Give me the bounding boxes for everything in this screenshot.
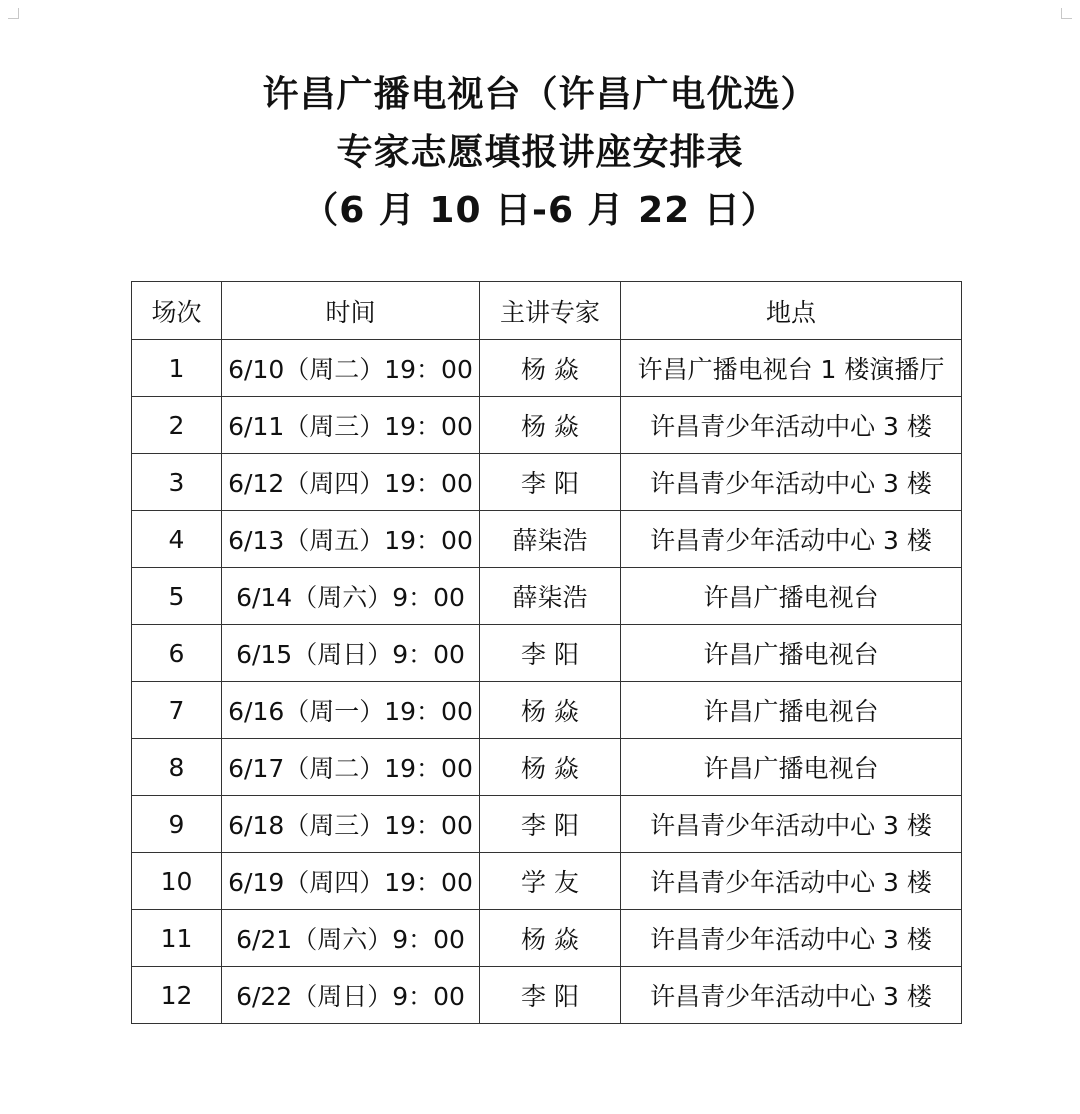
cell-session: 9 <box>132 796 222 853</box>
table-row <box>132 454 962 511</box>
cell-location: 许昌广播电视台 <box>621 682 962 739</box>
cell-time: 6/15（周日）9：00 <box>222 625 480 682</box>
header-time: 时间 <box>222 282 480 340</box>
cell-time: 6/13（周五）19：00 <box>222 511 480 568</box>
header-session: 场次 <box>132 282 222 340</box>
table-row <box>132 967 962 1024</box>
header-location: 地点 <box>621 282 962 340</box>
cell-speaker: 李 阳 <box>480 796 621 853</box>
cell-session: 6 <box>132 625 222 682</box>
cell-time: 6/21（周六）9：00 <box>222 910 480 967</box>
table-row <box>132 511 962 568</box>
cell-speaker: 李 阳 <box>480 967 621 1024</box>
cell-location: 许昌青少年活动中心 3 楼 <box>621 853 962 910</box>
cell-time: 6/17（周二）19：00 <box>222 739 480 796</box>
cell-location: 许昌广播电视台 <box>621 739 962 796</box>
schedule-table <box>131 281 962 1024</box>
cell-location: 许昌青少年活动中心 3 楼 <box>621 967 962 1024</box>
cell-speaker: 李 阳 <box>480 454 621 511</box>
table-row <box>132 739 962 796</box>
table-row <box>132 625 962 682</box>
corner-mark-right <box>1061 8 1072 19</box>
cell-time: 6/12（周四）19：00 <box>222 454 480 511</box>
cell-session: 1 <box>132 340 222 397</box>
document-title <box>0 66 1080 240</box>
table-row <box>132 397 962 454</box>
table-body <box>132 340 962 1024</box>
cell-location: 许昌广播电视台 1 楼演播厅 <box>621 340 962 397</box>
cell-time: 6/22（周日）9：00 <box>222 967 480 1024</box>
table-row <box>132 568 962 625</box>
cell-time: 6/10（周二）19：00 <box>222 340 480 397</box>
header-row <box>132 282 962 340</box>
cell-location: 许昌青少年活动中心 3 楼 <box>621 796 962 853</box>
cell-time: 6/18（周三）19：00 <box>222 796 480 853</box>
cell-location: 许昌广播电视台 <box>621 568 962 625</box>
cell-time: 6/19（周四）19：00 <box>222 853 480 910</box>
title-line-3: （6 月 10 日-6 月 22 日） <box>302 190 778 231</box>
cell-speaker: 杨 焱 <box>480 340 621 397</box>
cell-session: 4 <box>132 511 222 568</box>
table-row <box>132 910 962 967</box>
cell-location: 许昌广播电视台 <box>621 625 962 682</box>
header-speaker: 主讲专家 <box>480 282 621 340</box>
table-header <box>132 282 962 340</box>
cell-session: 7 <box>132 682 222 739</box>
cell-time: 6/16（周一）19：00 <box>222 682 480 739</box>
cell-speaker: 李 阳 <box>480 625 621 682</box>
table-row <box>132 682 962 739</box>
cell-location: 许昌青少年活动中心 3 楼 <box>621 511 962 568</box>
cell-session: 8 <box>132 739 222 796</box>
title-line-2: 专家志愿填报讲座安排表 <box>336 132 744 173</box>
cell-location: 许昌青少年活动中心 3 楼 <box>621 910 962 967</box>
cell-speaker: 杨 焱 <box>480 739 621 796</box>
table-row <box>132 796 962 853</box>
cell-time: 6/14（周六）9：00 <box>222 568 480 625</box>
cell-session: 12 <box>132 967 222 1024</box>
cell-speaker: 学 友 <box>480 853 621 910</box>
cell-session: 3 <box>132 454 222 511</box>
title-line-1: 许昌广播电视台（许昌广电优选） <box>262 74 818 115</box>
corner-mark-left <box>8 8 19 19</box>
cell-time: 6/11（周三）19：00 <box>222 397 480 454</box>
cell-speaker: 杨 焱 <box>480 397 621 454</box>
cell-speaker: 薛柒浩 <box>480 511 621 568</box>
cell-speaker: 杨 焱 <box>480 682 621 739</box>
cell-speaker: 杨 焱 <box>480 910 621 967</box>
cell-session: 5 <box>132 568 222 625</box>
cell-session: 2 <box>132 397 222 454</box>
table-row <box>132 853 962 910</box>
cell-location: 许昌青少年活动中心 3 楼 <box>621 454 962 511</box>
table-row <box>132 340 962 397</box>
cell-location: 许昌青少年活动中心 3 楼 <box>621 397 962 454</box>
cell-session: 11 <box>132 910 222 967</box>
cell-speaker: 薛柒浩 <box>480 568 621 625</box>
cell-session: 10 <box>132 853 222 910</box>
page-corner-marks <box>0 8 1080 22</box>
